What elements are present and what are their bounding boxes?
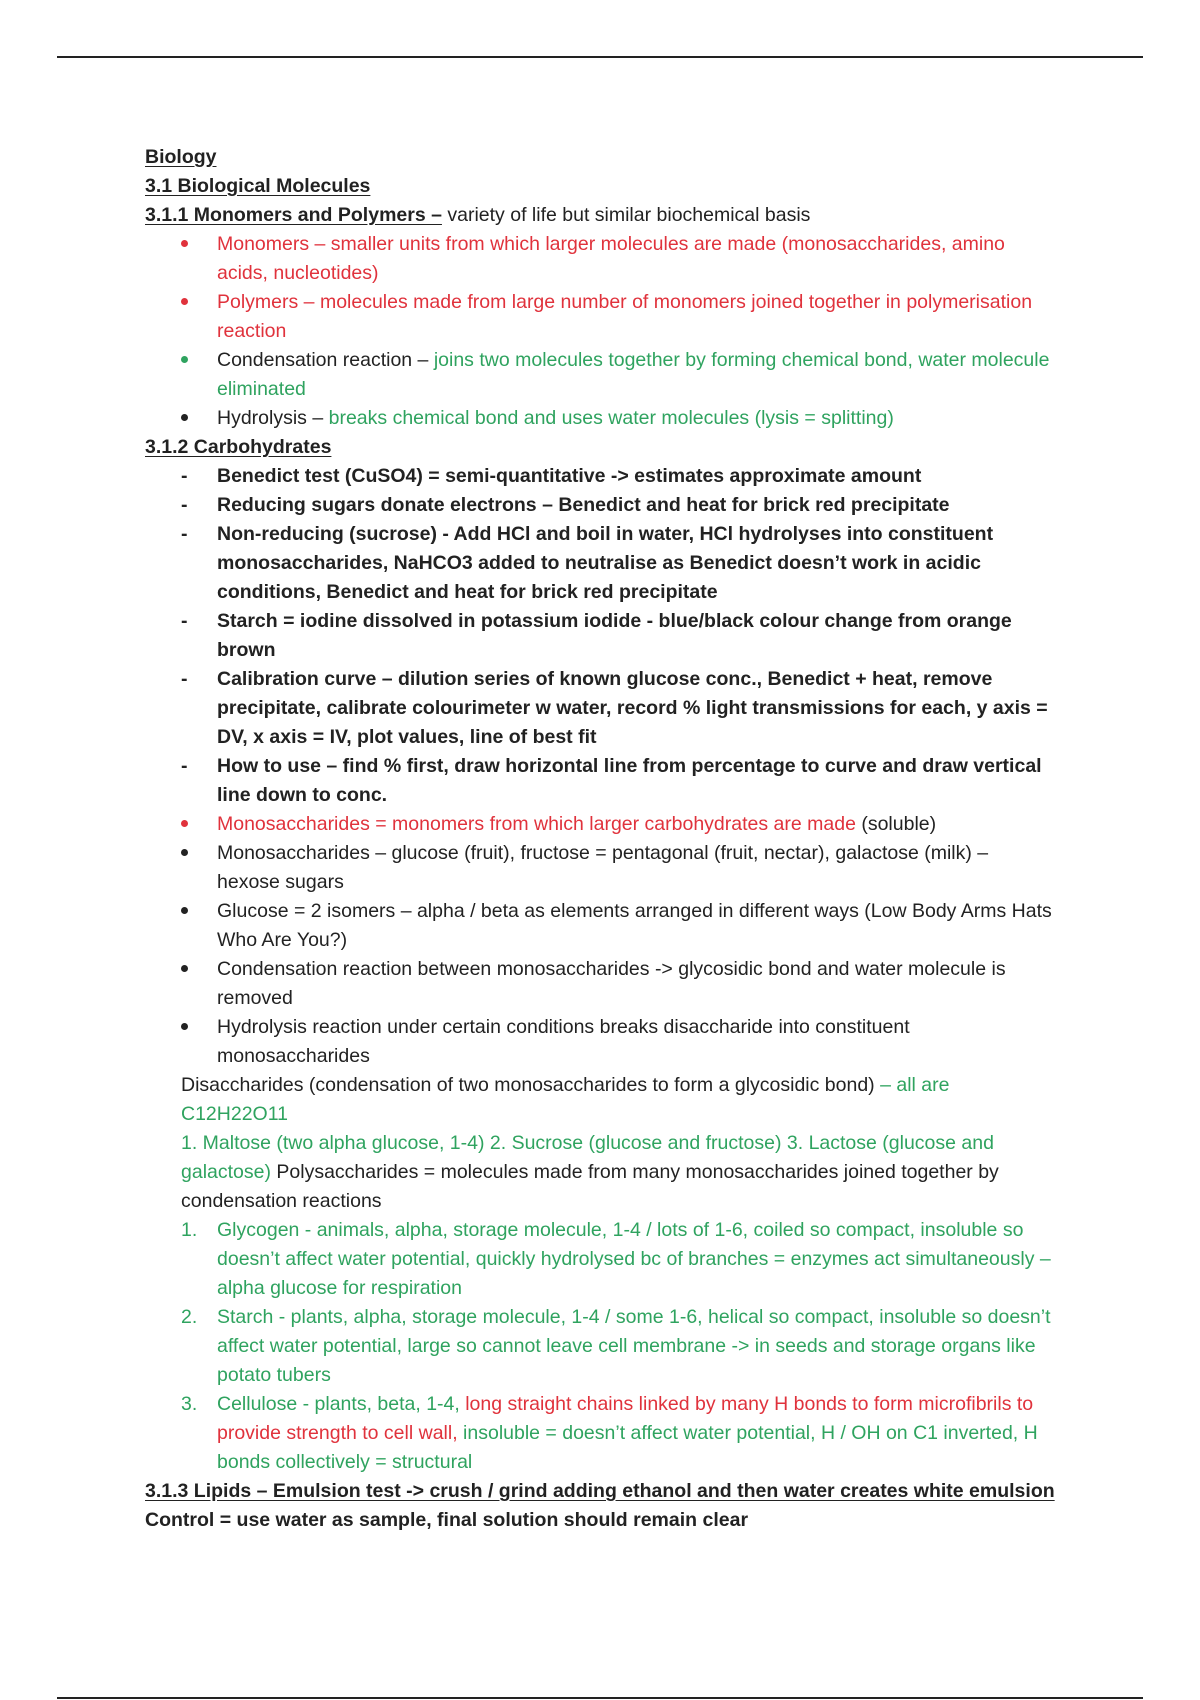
list-item: Monosaccharides – glucose (fruit), fructose = pentagonal (fruit, nectar), galactose (milk) – hexose sugars xyxy=(145,839,1055,897)
s311-list xyxy=(145,230,1055,433)
doc-title: Biology xyxy=(145,146,217,168)
s312-bullet-list xyxy=(145,810,1055,1071)
header-rule xyxy=(57,56,1143,58)
list-item: 2. Starch - plants, alpha, storage molecule, 1-4 / some 1-6, helical so compact, insoluble so doesn’t affect water potential, large so cannot leave cell membrane -> in seeds and storage organs like potato tubers xyxy=(181,1306,1051,1386)
list-item: Condensation reaction between monosaccharides -> glycosidic bond and water molecule is removed xyxy=(145,955,1055,1013)
document-body xyxy=(145,143,1055,1535)
list-item: 3. Cellulose - plants, beta, 1-4, long straight chains linked by many H bonds to form microfibrils to provide strength to cell wall, insoluble = doesn’t affect water potential, H / OH on C1 inverted, H bonds collectively = structural xyxy=(181,1393,1038,1473)
s312-dash-list xyxy=(145,462,1055,810)
list-item: - Calibration curve – dilution series of known glucose conc., Benedict + heat, remove precipitate, calibrate colourimeter w water, record % light transmissions for each, y axis = DV, x axis = IV, plot values, line of best fit xyxy=(181,668,1048,748)
list-item: Glucose = 2 isomers – alpha / beta as elements arranged in different ways (Low Body Arms Hats Who Are You?) xyxy=(145,897,1055,955)
list-item: - Non-reducing (sucrose) - Add HCl and boil in water, HCl hydrolyses into constituent monosaccharides, NaHCO3 added to neutralise as Benedict doesn’t work in acidic conditions, Benedict and heat for brick red precipitate xyxy=(181,523,994,603)
section-heading: 3.1 Biological Molecules xyxy=(145,175,371,197)
s312-heading: 3.1.2 Carbohydrates xyxy=(145,436,332,458)
list-item: Monomers – smaller units from which larger molecules are made (monosaccharides, amino acids, nucleotides) xyxy=(145,230,1055,288)
disaccharides-para: Disaccharides (condensation of two monosaccharides to form a glycosidic bond) – all are C12H22O11 xyxy=(181,1074,950,1125)
list-item: - Benedict test (CuSO4) = semi-quantitative -> estimates approximate amount xyxy=(181,465,922,487)
list-item: Monosaccharides = monomers from which larger carbohydrates are made (soluble) xyxy=(145,810,1055,839)
list-item: Hydrolysis reaction under certain conditions breaks disaccharide into constituent monosaccharides xyxy=(145,1013,1055,1071)
footer-rule xyxy=(57,1697,1143,1699)
s313-heading: 3.1.3 Lipids – Emulsion test -> crush / grind adding ethanol and then water creates white emulsion xyxy=(145,1480,1055,1502)
polysaccharide-list xyxy=(145,1216,1055,1477)
s311-heading-line: 3.1.1 Monomers and Polymers – variety of life but similar biochemical basis xyxy=(145,204,811,226)
list-item: 1. Glycogen - animals, alpha, storage molecule, 1-4 / lots of 1-6, coiled so compact, insoluble so doesn’t affect water potential, quickly hydrolysed bc of branches = enzymes act simultaneously – alpha glucose for respiration xyxy=(181,1219,1051,1299)
list-item: Condensation reaction – joins two molecules together by forming chemical bond, water molecule eliminated xyxy=(145,346,1055,404)
list-item: - Reducing sugars donate electrons – Benedict and heat for brick red precipitate xyxy=(181,494,950,516)
list-item: Polymers – molecules made from large number of monomers joined together in polymerisation reaction xyxy=(145,288,1055,346)
s313-control: Control = use water as sample, final solution should remain clear xyxy=(145,1509,749,1531)
list-item: - How to use – find % first, draw horizontal line from percentage to curve and draw vertical line down to conc. xyxy=(181,755,1042,806)
examples-para: 1. Maltose (two alpha glucose, 1-4) 2. Sucrose (glucose and fructose) 3. Lactose (glucose and galactose) Polysaccharides = molecules made from many monosaccharides joined together by condensation reactions xyxy=(181,1132,999,1212)
list-item: Hydrolysis – breaks chemical bond and uses water molecules (lysis = splitting) xyxy=(145,404,1055,433)
list-item: - Starch = iodine dissolved in potassium iodide - blue/black colour change from orange brown xyxy=(181,610,1012,661)
